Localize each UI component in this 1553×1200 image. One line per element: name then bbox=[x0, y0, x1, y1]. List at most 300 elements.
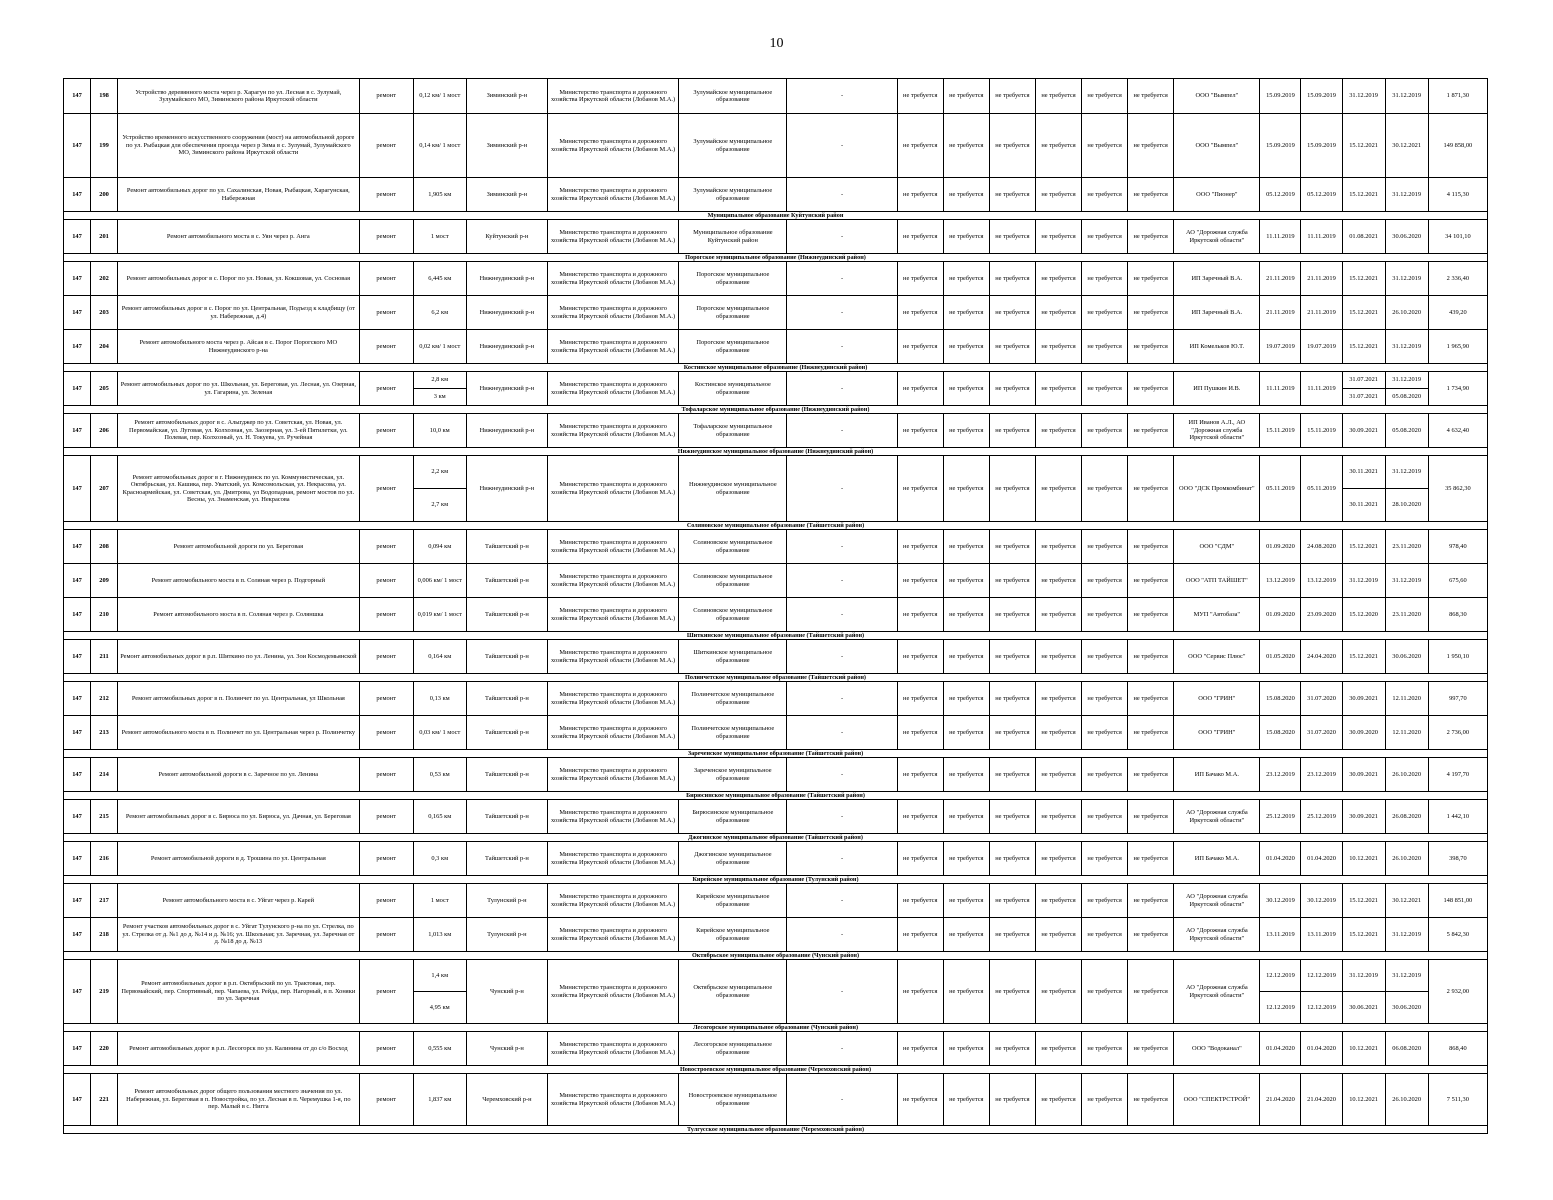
cell-nt5: не требуется bbox=[1082, 372, 1128, 406]
cell-no: 206 bbox=[91, 414, 118, 448]
cell-no: 218 bbox=[91, 918, 118, 952]
cell-desc: Ремонт автомобильных дорог в п. Полинчет по ул. Центральная, ул Школьная bbox=[118, 682, 360, 716]
cell-d2: 23.12.2019 bbox=[1301, 758, 1342, 792]
cell-customer: Министерство транспорта и дорожного хозяйства Иркутской области (Лобанов М.А.) bbox=[547, 640, 678, 674]
cell-sum: 2 736,00 bbox=[1428, 716, 1487, 750]
cell-contractor: АО "Дорожная служба Иркутской области" bbox=[1174, 960, 1260, 1024]
section-header-row bbox=[64, 792, 1488, 800]
cell-no: 217 bbox=[91, 884, 118, 918]
cell-nt1: не требуется bbox=[897, 372, 943, 406]
cell-d1: 23.12.2019 bbox=[1260, 758, 1301, 792]
cell-contractor: ООО "АТП ТАЙШЕТ" bbox=[1174, 564, 1260, 598]
section-title: Кирейское муниципальное образование (Тулунский район) bbox=[64, 876, 1488, 884]
cell-nt1: не требуется bbox=[897, 1074, 943, 1126]
cell-work: ремонт bbox=[359, 530, 413, 564]
cell-contractor: ООО "СПЕКТРСТРОЙ" bbox=[1174, 1074, 1260, 1126]
cell-d4: 23.11.2020 bbox=[1385, 598, 1428, 632]
cell-nt1: не требуется bbox=[897, 220, 943, 254]
cell-customer: Министерство транспорта и дорожного хозяйства Иркутской области (Лобанов М.А.) bbox=[547, 960, 678, 1024]
cell-nt4: не требуется bbox=[1035, 758, 1081, 792]
cell-nt5: не требуется bbox=[1082, 758, 1128, 792]
cell-work: ремонт bbox=[359, 640, 413, 674]
cell-work: ремонт bbox=[359, 918, 413, 952]
cell-d4: 31.12.2019 bbox=[1385, 372, 1428, 389]
cell-d3: 31.07.2021 bbox=[1342, 389, 1385, 406]
cell-nt1: не требуется bbox=[897, 530, 943, 564]
cell-nt3: не требуется bbox=[989, 640, 1035, 674]
section-header-row bbox=[64, 632, 1488, 640]
cell-d1: 01.09.2020 bbox=[1260, 530, 1301, 564]
section-header-row bbox=[64, 212, 1488, 220]
cell-desc: Ремонт автомобильных дорог в с. Бирюса по ул. Бирюса, ул. Дачная, ул. Береговая bbox=[118, 800, 360, 834]
cell-mo: Полинчетское муниципальное образование bbox=[679, 682, 787, 716]
table-row bbox=[64, 220, 1488, 254]
cell-nt4: не требуется bbox=[1035, 220, 1081, 254]
table-row bbox=[64, 530, 1488, 564]
table-row bbox=[64, 960, 1488, 992]
cell-mo: Зареченское муниципальное образование bbox=[679, 758, 787, 792]
cell-mo: Зулумайское муниципальное образование bbox=[679, 79, 787, 114]
cell-work: ремонт bbox=[359, 800, 413, 834]
cell-desc: Ремонт автомобильной дороги по ул. Береговая bbox=[118, 530, 360, 564]
cell-d3: 31.12.2019 bbox=[1342, 564, 1385, 598]
cell-nt5: не требуется bbox=[1082, 296, 1128, 330]
cell-nt3: не требуется bbox=[989, 296, 1035, 330]
cell-nt2: не требуется bbox=[943, 220, 989, 254]
cell-d1: 15.09.2019 bbox=[1260, 114, 1301, 178]
cell-d3: 15.12.2021 bbox=[1342, 262, 1385, 296]
section-header-row bbox=[64, 448, 1488, 456]
table-row bbox=[64, 178, 1488, 212]
cell-d1: 21.04.2020 bbox=[1260, 1074, 1301, 1126]
cell-no: 214 bbox=[91, 758, 118, 792]
cell-rd: 147 bbox=[64, 682, 91, 716]
cell-d3: 30.11.2021 bbox=[1342, 489, 1385, 522]
cell-work: ремонт bbox=[359, 960, 413, 1024]
cell-d4: 30.12.2021 bbox=[1385, 114, 1428, 178]
table-row bbox=[64, 918, 1488, 952]
cell-dash: - bbox=[787, 79, 897, 114]
cell-customer: Министерство транспорта и дорожного хозяйства Иркутской области (Лобанов М.А.) bbox=[547, 296, 678, 330]
cell-volume: 0,13 км bbox=[413, 682, 466, 716]
cell-desc: Ремонт автомобильных дорог в с. Порог по ул. Новая, ул. Кокшовая, ул. Сосновая bbox=[118, 262, 360, 296]
cell-desc: Ремонт автомобильного моста в с. Уйгат через р. Карей bbox=[118, 884, 360, 918]
table-row bbox=[64, 716, 1488, 750]
cell-dash: - bbox=[787, 800, 897, 834]
cell-nt5: не требуется bbox=[1082, 800, 1128, 834]
cell-work: ремонт bbox=[359, 330, 413, 364]
cell-work: ремонт bbox=[359, 178, 413, 212]
cell-d4: 30.06.2020 bbox=[1385, 640, 1428, 674]
cell-nt1: не требуется bbox=[897, 640, 943, 674]
cell-work: ремонт bbox=[359, 716, 413, 750]
cell-no: 199 bbox=[91, 114, 118, 178]
table-row bbox=[64, 640, 1488, 674]
cell-contractor: АО "Дорожная служба Иркутской области" bbox=[1174, 800, 1260, 834]
cell-d3: 31.07.2021 bbox=[1342, 372, 1385, 389]
cell-nt2: не требуется bbox=[943, 800, 989, 834]
cell-desc: Ремонт автомобильного моста в с. Уян через р. Анга bbox=[118, 220, 360, 254]
register-table bbox=[63, 78, 1488, 1134]
cell-nt2: не требуется bbox=[943, 296, 989, 330]
cell-customer: Министерство транспорта и дорожного хозяйства Иркутской области (Лобанов М.А.) bbox=[547, 178, 678, 212]
cell-district: Куйтунский р-н bbox=[466, 220, 547, 254]
cell-nt6: не требуется bbox=[1128, 758, 1174, 792]
cell-sum: 149 858,00 bbox=[1428, 114, 1487, 178]
table-row bbox=[64, 758, 1488, 792]
section-title: Шиткинское муниципальное образование (Тайшетский район) bbox=[64, 632, 1488, 640]
cell-nt1: не требуется bbox=[897, 456, 943, 522]
cell-nt3: не требуется bbox=[989, 372, 1035, 406]
cell-mo: Бирюсинское муниципальное образование bbox=[679, 800, 787, 834]
cell-nt6: не требуется bbox=[1128, 960, 1174, 1024]
section-title: Зареченское муниципальное образование (Тайшетский район) bbox=[64, 750, 1488, 758]
cell-d4: 26.08.2020 bbox=[1385, 800, 1428, 834]
cell-d3: 30.11.2021 bbox=[1342, 456, 1385, 489]
cell-d4: 31.12.2019 bbox=[1385, 564, 1428, 598]
cell-volume: 6,2 км bbox=[413, 296, 466, 330]
cell-sum: 1 950,10 bbox=[1428, 640, 1487, 674]
cell-contractor: АО "Дорожная служба Иркутской области" bbox=[1174, 220, 1260, 254]
section-title: Лесогорское муниципальное образование (Чунский район) bbox=[64, 1024, 1488, 1032]
cell-nt1: не требуется bbox=[897, 296, 943, 330]
cell-contractor: ИП Заречный В.А. bbox=[1174, 262, 1260, 296]
cell-mo: Кирейское муниципальное образование bbox=[679, 918, 787, 952]
cell-nt1: не требуется bbox=[897, 884, 943, 918]
cell-d3: 30.09.2021 bbox=[1342, 800, 1385, 834]
cell-nt6: не требуется bbox=[1128, 640, 1174, 674]
cell-d3: 15.12.2021 bbox=[1342, 296, 1385, 330]
cell-desc: Ремонт автомобильного моста через р. Айсая в с. Порог Порогского МО Нижнеудинского р-на bbox=[118, 330, 360, 364]
cell-nt2: не требуется bbox=[943, 960, 989, 1024]
cell-desc: Ремонт автомобильных дорог по ул. Школьная, ул. Береговая, ул. Лесная, ул. Озерная, ул. Гагарина, ул. Зеленая bbox=[118, 372, 360, 406]
cell-nt2: не требуется bbox=[943, 1074, 989, 1126]
cell-d2: 05.11.2019 bbox=[1301, 456, 1342, 522]
cell-d4: 12.11.2020 bbox=[1385, 682, 1428, 716]
cell-nt4: не требуется bbox=[1035, 842, 1081, 876]
cell-dash: - bbox=[787, 640, 897, 674]
cell-d1: 01.09.2020 bbox=[1260, 598, 1301, 632]
cell-d2: 12.12.2019 bbox=[1301, 992, 1342, 1024]
cell-volume: 1,837 км bbox=[413, 1074, 466, 1126]
cell-district: Нижнеудинский р-н bbox=[466, 414, 547, 448]
cell-dash: - bbox=[787, 716, 897, 750]
cell-no: 215 bbox=[91, 800, 118, 834]
cell-district: Тулунский р-н bbox=[466, 884, 547, 918]
cell-d1: 21.11.2019 bbox=[1260, 296, 1301, 330]
cell-d2: 25.12.2019 bbox=[1301, 800, 1342, 834]
cell-mo: Джогинское муниципальное образование bbox=[679, 842, 787, 876]
cell-nt1: не требуется bbox=[897, 842, 943, 876]
cell-d3: 01.08.2021 bbox=[1342, 220, 1385, 254]
cell-nt2: не требуется bbox=[943, 842, 989, 876]
cell-desc: Ремонт автомобильных дорог в г. Нижнеудинск по ул. Коммунистическая, ул. Октябрьская, ул. Кашика, пер. Уватский, ул. Комсомольская, ул. Некрасова, ул. Красноармейская, ул. Советская, ул. Дмитрова, ул Водопадная, ремонт мостов по ул. Весны, ул. Знаменская, ул. Некрасова bbox=[118, 456, 360, 522]
table-row bbox=[64, 456, 1488, 489]
table-row bbox=[64, 800, 1488, 834]
cell-volume: 0,03 км/ 1 мост bbox=[413, 716, 466, 750]
cell-rd: 147 bbox=[64, 220, 91, 254]
cell-nt1: не требуется bbox=[897, 682, 943, 716]
cell-nt5: не требуется bbox=[1082, 79, 1128, 114]
cell-district: Тайшетский р-н bbox=[466, 716, 547, 750]
cell-sum: 4 115,30 bbox=[1428, 178, 1487, 212]
cell-d2: 15.09.2019 bbox=[1301, 79, 1342, 114]
cell-nt6: не требуется bbox=[1128, 682, 1174, 716]
section-title: Бирюсинское муниципальное образование (Тайшетский район) bbox=[64, 792, 1488, 800]
cell-nt3: не требуется bbox=[989, 918, 1035, 952]
cell-mo: Порогское муниципальное образование bbox=[679, 296, 787, 330]
cell-volume: 0,164 км bbox=[413, 640, 466, 674]
table-row bbox=[64, 564, 1488, 598]
cell-nt4: не требуется bbox=[1035, 960, 1081, 1024]
cell-sum: 4 632,40 bbox=[1428, 414, 1487, 448]
cell-customer: Министерство транспорта и дорожного хозяйства Иркутской области (Лобанов М.А.) bbox=[547, 262, 678, 296]
cell-district: Тулунский р-н bbox=[466, 918, 547, 952]
cell-work: ремонт bbox=[359, 1032, 413, 1066]
table-row bbox=[64, 414, 1488, 448]
cell-d4: 31.12.2019 bbox=[1385, 330, 1428, 364]
cell-nt4: не требуется bbox=[1035, 640, 1081, 674]
cell-nt4: не требуется bbox=[1035, 456, 1081, 522]
cell-nt6: не требуется bbox=[1128, 918, 1174, 952]
cell-nt2: не требуется bbox=[943, 372, 989, 406]
cell-district: Тайшетский р-н bbox=[466, 598, 547, 632]
cell-volume: 1,013 км bbox=[413, 918, 466, 952]
cell-nt1: не требуется bbox=[897, 716, 943, 750]
table-row bbox=[64, 296, 1488, 330]
cell-nt6: не требуется bbox=[1128, 262, 1174, 296]
cell-no: 212 bbox=[91, 682, 118, 716]
cell-d1: 01.05.2020 bbox=[1260, 640, 1301, 674]
cell-sum: 997,70 bbox=[1428, 682, 1487, 716]
cell-customer: Министерство транспорта и дорожного хозяйства Иркутской области (Лобанов М.А.) bbox=[547, 842, 678, 876]
cell-nt2: не требуется bbox=[943, 530, 989, 564]
cell-contractor: МУП "Автобаза" bbox=[1174, 598, 1260, 632]
cell-district: Тайшетский р-н bbox=[466, 800, 547, 834]
cell-nt2: не требуется bbox=[943, 716, 989, 750]
cell-desc: Ремонт автомобильной дороги в д. Трошина по ул. Центральная bbox=[118, 842, 360, 876]
cell-d1: 12.12.2019 bbox=[1260, 992, 1301, 1024]
cell-d2: 13.12.2019 bbox=[1301, 564, 1342, 598]
cell-rd: 147 bbox=[64, 414, 91, 448]
cell-dash: - bbox=[787, 564, 897, 598]
cell-mo: Соляновское муниципальное образование bbox=[679, 564, 787, 598]
cell-district: Тайшетский р-н bbox=[466, 682, 547, 716]
cell-d1: 13.12.2019 bbox=[1260, 564, 1301, 598]
cell-customer: Министерство транспорта и дорожного хозяйства Иркутской области (Лобанов М.А.) bbox=[547, 598, 678, 632]
cell-nt6: не требуется bbox=[1128, 884, 1174, 918]
cell-d3: 15.12.2021 bbox=[1342, 330, 1385, 364]
cell-contractor: АО "Дорожная служба Иркутской области" bbox=[1174, 918, 1260, 952]
cell-d1: 19.07.2019 bbox=[1260, 330, 1301, 364]
section-title: Нижнеудинское муниципальное образование (Нижнеудинский район) bbox=[64, 448, 1488, 456]
cell-volume: 4,95 км bbox=[413, 992, 466, 1024]
cell-d3: 10.12.2021 bbox=[1342, 842, 1385, 876]
cell-sum: 2 336,40 bbox=[1428, 262, 1487, 296]
cell-sum: 2 932,00 bbox=[1428, 960, 1487, 1024]
cell-volume: 0,555 км bbox=[413, 1032, 466, 1066]
cell-d3: 15.12.2021 bbox=[1342, 114, 1385, 178]
cell-volume: 2,7 км bbox=[413, 489, 466, 522]
cell-contractor: ООО "ГРИН" bbox=[1174, 716, 1260, 750]
cell-mo: Зулумайское муниципальное образование bbox=[679, 178, 787, 212]
cell-sum: 1 871,30 bbox=[1428, 79, 1487, 114]
cell-nt3: не требуется bbox=[989, 456, 1035, 522]
cell-mo: Нижнеудинское муниципальное образование bbox=[679, 456, 787, 522]
cell-nt2: не требуется bbox=[943, 884, 989, 918]
cell-nt4: не требуется bbox=[1035, 330, 1081, 364]
cell-nt4: не требуется bbox=[1035, 682, 1081, 716]
table-row bbox=[64, 598, 1488, 632]
cell-nt4: не требуется bbox=[1035, 114, 1081, 178]
cell-contractor: ИП Пушкин И.В. bbox=[1174, 372, 1260, 406]
cell-contractor: ООО "Вымпел" bbox=[1174, 114, 1260, 178]
cell-nt3: не требуется bbox=[989, 682, 1035, 716]
cell-d1: 25.12.2019 bbox=[1260, 800, 1301, 834]
cell-mo: Костинское муниципальное образование bbox=[679, 372, 787, 406]
cell-nt1: не требуется bbox=[897, 960, 943, 1024]
cell-volume: 0,02 км/ 1 мост bbox=[413, 330, 466, 364]
cell-dash: - bbox=[787, 330, 897, 364]
cell-rd: 147 bbox=[64, 79, 91, 114]
cell-nt1: не требуется bbox=[897, 414, 943, 448]
cell-d3: 30.09.2020 bbox=[1342, 716, 1385, 750]
cell-volume: 3 км bbox=[413, 389, 466, 406]
cell-rd: 147 bbox=[64, 114, 91, 178]
cell-d1: 01.04.2020 bbox=[1260, 1032, 1301, 1066]
cell-d2: 15.09.2019 bbox=[1301, 114, 1342, 178]
cell-d2: 23.09.2020 bbox=[1301, 598, 1342, 632]
cell-district: Тайшетский р-н bbox=[466, 842, 547, 876]
cell-contractor: ООО "ДСК Промкомбинат" bbox=[1174, 456, 1260, 522]
table-row bbox=[64, 114, 1488, 178]
cell-customer: Министерство транспорта и дорожного хозяйства Иркутской области (Лобанов М.А.) bbox=[547, 79, 678, 114]
section-header-row bbox=[64, 876, 1488, 884]
cell-d3: 15.12.2021 bbox=[1342, 884, 1385, 918]
cell-no: 209 bbox=[91, 564, 118, 598]
cell-nt5: не требуется bbox=[1082, 456, 1128, 522]
cell-nt6: не требуется bbox=[1128, 220, 1174, 254]
cell-nt3: не требуется bbox=[989, 884, 1035, 918]
cell-rd: 147 bbox=[64, 262, 91, 296]
cell-volume: 0,165 км bbox=[413, 800, 466, 834]
cell-no: 201 bbox=[91, 220, 118, 254]
cell-d4: 31.12.2019 bbox=[1385, 79, 1428, 114]
cell-rd: 147 bbox=[64, 1032, 91, 1066]
cell-d2: 21.04.2020 bbox=[1301, 1074, 1342, 1126]
cell-dash: - bbox=[787, 262, 897, 296]
cell-rd: 147 bbox=[64, 330, 91, 364]
cell-nt5: не требуется bbox=[1082, 1032, 1128, 1066]
cell-d4: 30.06.2020 bbox=[1385, 220, 1428, 254]
cell-volume: 1 мост bbox=[413, 220, 466, 254]
cell-d2: 15.11.2019 bbox=[1301, 414, 1342, 448]
section-header-row bbox=[64, 952, 1488, 960]
cell-nt1: не требуется bbox=[897, 1032, 943, 1066]
cell-d3: 15.12.2021 bbox=[1342, 640, 1385, 674]
cell-rd: 147 bbox=[64, 640, 91, 674]
cell-desc: Устройство деревянного моста через р. Харагун по ул. Лесная в с. Зулумай, Зулумайского МО, Зиминского района Иркутской области bbox=[118, 79, 360, 114]
cell-nt5: не требуется bbox=[1082, 960, 1128, 1024]
cell-rd: 147 bbox=[64, 372, 91, 406]
cell-work: ремонт bbox=[359, 296, 413, 330]
cell-dash: - bbox=[787, 456, 897, 522]
cell-contractor: ООО "СДМ" bbox=[1174, 530, 1260, 564]
cell-d3: 31.12.2019 bbox=[1342, 79, 1385, 114]
cell-nt1: не требуется bbox=[897, 918, 943, 952]
section-title: Костинское муниципальное образование (Нижнеудинский район) bbox=[64, 364, 1488, 372]
cell-d4: 31.12.2019 bbox=[1385, 960, 1428, 992]
cell-rd: 147 bbox=[64, 842, 91, 876]
cell-nt6: не требуется bbox=[1128, 530, 1174, 564]
cell-sum: 978,40 bbox=[1428, 530, 1487, 564]
cell-d4: 30.06.2020 bbox=[1385, 992, 1428, 1024]
cell-d4: 30.12.2021 bbox=[1385, 884, 1428, 918]
cell-volume: 0,12 км/ 1 мост bbox=[413, 79, 466, 114]
cell-d3: 15.12.2020 bbox=[1342, 598, 1385, 632]
cell-dash: - bbox=[787, 918, 897, 952]
cell-d3: 10.12.2021 bbox=[1342, 1074, 1385, 1126]
section-title: Порогское муниципальное образование (Нижнеудинский район) bbox=[64, 254, 1488, 262]
cell-d2: 24.08.2020 bbox=[1301, 530, 1342, 564]
cell-contractor: ИП Комельков Ю.Т. bbox=[1174, 330, 1260, 364]
cell-mo: Тофаларское муниципальное образование bbox=[679, 414, 787, 448]
table-row bbox=[64, 330, 1488, 364]
cell-desc: Ремонт автомобильных дорог в р.п. Шиткино по ул. Ленина, ул. Зои Космодемьянской bbox=[118, 640, 360, 674]
table-row bbox=[64, 1032, 1488, 1066]
section-header-row bbox=[64, 834, 1488, 842]
cell-d4: 26.10.2020 bbox=[1385, 758, 1428, 792]
cell-nt2: не требуется bbox=[943, 262, 989, 296]
cell-nt4: не требуется bbox=[1035, 884, 1081, 918]
cell-volume: 1,905 км bbox=[413, 178, 466, 212]
cell-sum: 35 862,30 bbox=[1428, 456, 1487, 522]
cell-d3: 31.12.2019 bbox=[1342, 960, 1385, 992]
cell-no: 219 bbox=[91, 960, 118, 1024]
cell-mo: Муниципальное образование Куйтунский район bbox=[679, 220, 787, 254]
cell-nt5: не требуется bbox=[1082, 114, 1128, 178]
cell-nt3: не требуется bbox=[989, 1074, 1035, 1126]
cell-d2: 05.12.2019 bbox=[1301, 178, 1342, 212]
table-row bbox=[64, 79, 1488, 114]
cell-nt3: не требуется bbox=[989, 1032, 1035, 1066]
cell-sum: 4 197,70 bbox=[1428, 758, 1487, 792]
cell-d4: 26.10.2020 bbox=[1385, 1074, 1428, 1126]
cell-no: 210 bbox=[91, 598, 118, 632]
cell-work: ремонт bbox=[359, 114, 413, 178]
cell-d3: 30.09.2021 bbox=[1342, 758, 1385, 792]
cell-customer: Министерство транспорта и дорожного хозяйства Иркутской области (Лобанов М.А.) bbox=[547, 1032, 678, 1066]
cell-sum: 1 442,10 bbox=[1428, 800, 1487, 834]
cell-nt3: не требуется bbox=[989, 414, 1035, 448]
cell-nt6: не требуется bbox=[1128, 456, 1174, 522]
cell-nt2: не требуется bbox=[943, 414, 989, 448]
section-title: Джогинское муниципальное образование (Тайшетский район) bbox=[64, 834, 1488, 842]
cell-mo: Новостроевское муниципальное образование bbox=[679, 1074, 787, 1126]
cell-no: 198 bbox=[91, 79, 118, 114]
cell-volume: 6,445 км bbox=[413, 262, 466, 296]
cell-contractor: ООО "Сервис Плюс" bbox=[1174, 640, 1260, 674]
cell-sum: 34 101,10 bbox=[1428, 220, 1487, 254]
cell-nt3: не требуется bbox=[989, 178, 1035, 212]
section-title: Новостроевское муниципальное образование (Черемховский район) bbox=[64, 1066, 1488, 1074]
cell-nt5: не требуется bbox=[1082, 178, 1128, 212]
cell-rd: 147 bbox=[64, 1074, 91, 1126]
cell-d1: 21.11.2019 bbox=[1260, 262, 1301, 296]
cell-nt6: не требуется bbox=[1128, 330, 1174, 364]
cell-d3: 30.09.2021 bbox=[1342, 414, 1385, 448]
cell-nt4: не требуется bbox=[1035, 262, 1081, 296]
